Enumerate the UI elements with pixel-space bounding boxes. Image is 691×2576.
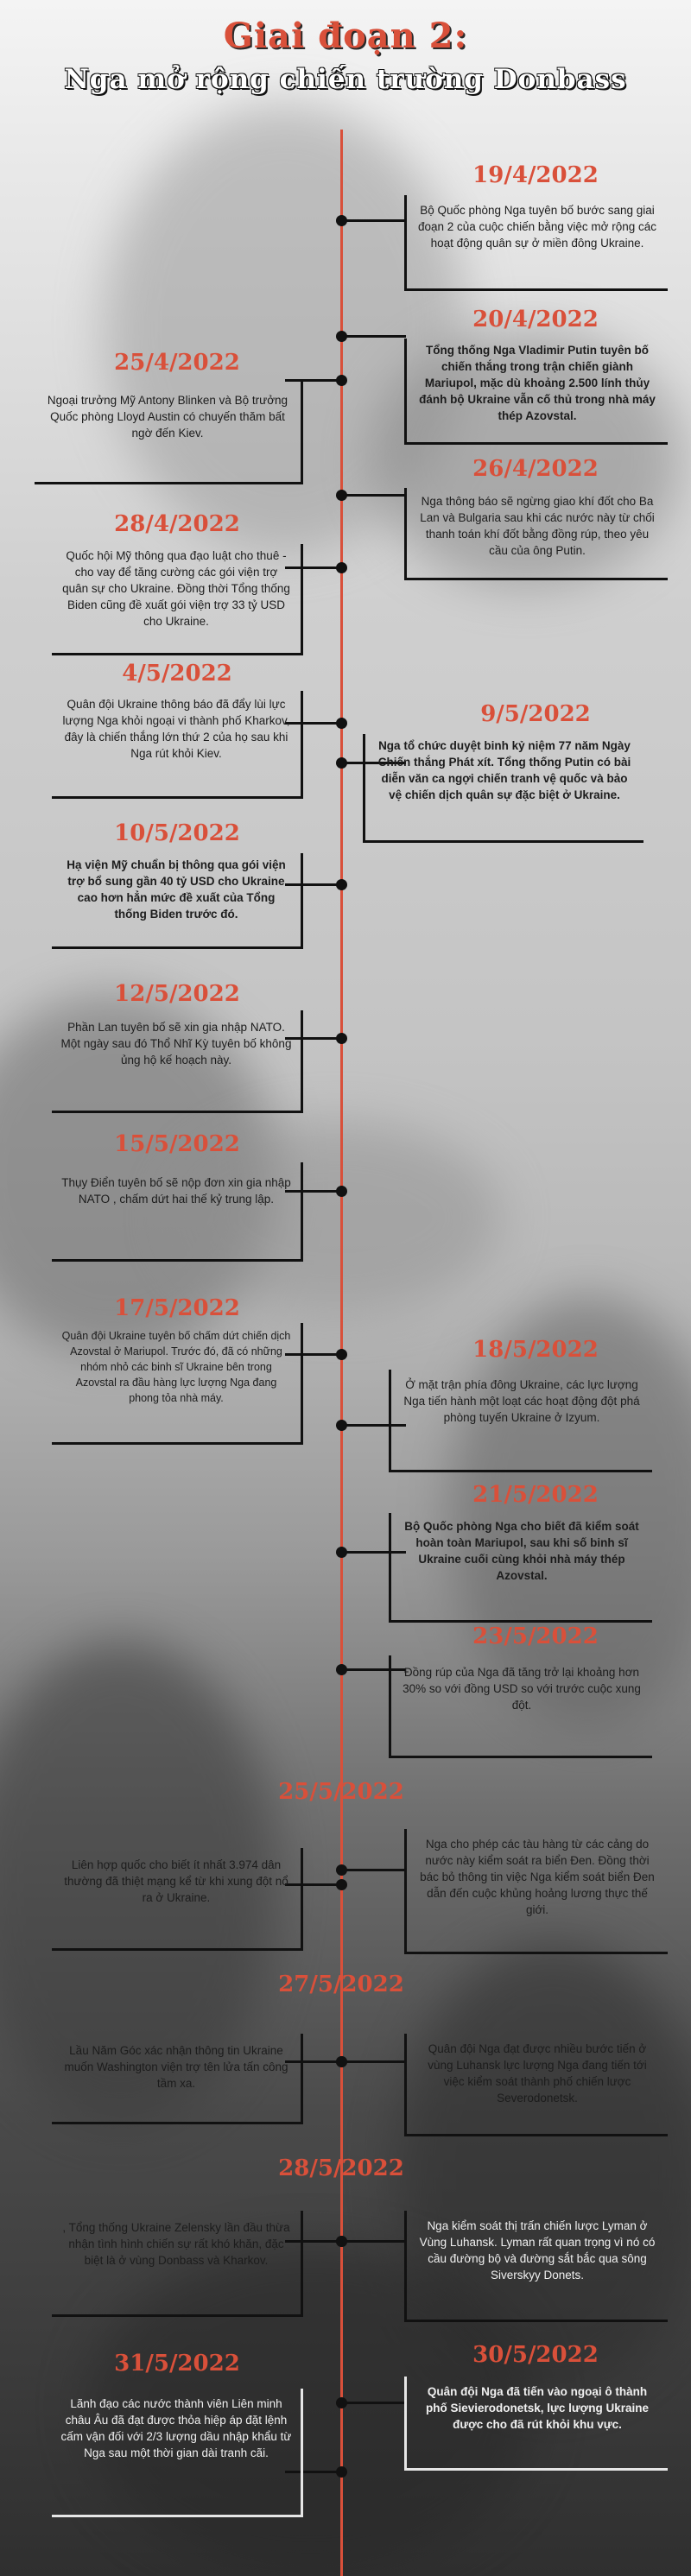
event-date: 21/5/2022 bbox=[472, 1482, 599, 1508]
event-date: 31/5/2022 bbox=[114, 2351, 240, 2377]
event-date: 15/5/2022 bbox=[114, 1131, 240, 1157]
event-date: 25/5/2022 bbox=[278, 1779, 404, 1805]
page-subtitle: Nga mở rộng chiến trường Donbass bbox=[64, 64, 627, 95]
event-text: Nga thông báo sẽ ngừng giao khí đốt cho Ba Lan và Bulgaria sau khi các nước này từ chối thanh toán khí đốt bằng đồng rúp, theo yêu cầu của ông Putin. bbox=[404, 488, 668, 580]
event-text: Quân đội Ukraine thông báo đã đẩy lùi lực lượng Nga khỏi ngoại vi thành phố Kharkov, đây là chiến thắng lớn thứ 2 của họ sau khi Nga rút khỏi Kiev. bbox=[52, 691, 303, 799]
event-date: 9/5/2022 bbox=[480, 701, 591, 727]
event-text: Quân đội Nga đã tiến vào ngoại ô thành phố Sievierodonetsk, lực lượng Ukraine được cho đã rút khỏi khu vực. bbox=[404, 2377, 668, 2471]
timeline-connector bbox=[346, 219, 406, 222]
event-text: Tổng thống Nga Vladimir Putin tuyên bố chiến thắng trong trận chiến giành Mariupol, mặc dù khoảng 2.500 lính thủy đánh bộ Ukraine vẫn cố thủ trong nhà máy thép Azovstal. bbox=[404, 339, 668, 445]
event-date: 18/5/2022 bbox=[472, 1337, 599, 1363]
timeline-connector bbox=[346, 335, 406, 338]
event-text: , Tổng thống Ukraine Zelensky lần đầu thừa nhận tình hình chiến sự rất khó khăn, đặc biệt là ở vùng Donbass và Kharkov. bbox=[52, 2211, 303, 2317]
event-text: Hạ viện Mỹ chuẩn bị thông qua gói viện trợ bổ sung gần 40 tỷ USD cho Ukraine cao hơn hẳn mức đề xuất của Tổng thống Biden trước đó. bbox=[52, 853, 303, 949]
timeline-connector bbox=[346, 2402, 406, 2404]
event-date: 26/4/2022 bbox=[472, 456, 599, 482]
event-date: 27/5/2022 bbox=[278, 1972, 404, 1997]
timeline-connector bbox=[346, 2060, 406, 2063]
event-date: 25/4/2022 bbox=[114, 350, 240, 376]
timeline-connector bbox=[346, 494, 406, 497]
event-text: Lãnh đạo các nước thành viên Liên minh châu Âu đã đạt được thỏa hiệp áp đặt lệnh cấm vận đối với 2/3 lượng dầu nhập khẩu từ Nga sau một thời gian dài tranh cãi. bbox=[52, 2389, 303, 2517]
event-date: 12/5/2022 bbox=[114, 981, 240, 1007]
event-text: Quân đội Ukraine tuyên bố chấm dứt chiến dịch Azovstal ở Mariupol. Trước đó, đã có những nhóm nhỏ các binh sĩ Ukraine bên trong Azovstal ra đầu hàng lực lượng Nga đang phong tỏa nhà máy. bbox=[52, 1323, 303, 1445]
event-date: 4/5/2022 bbox=[122, 661, 232, 687]
event-text: Quốc hội Mỹ thông qua đạo luật cho thuê - cho vay để tăng cường các gói viện trợ quân sự cho Ukraine. Đồng thời Tổng thống Biden cũng đề xuất gói viện trợ 33 tỷ USD cho Ukraine. bbox=[52, 544, 303, 655]
event-date: 28/4/2022 bbox=[114, 511, 240, 537]
event-text: Liên hợp quốc cho biết ít nhất 3.974 dân thường đã thiệt mạng kể từ khi xung đột nổ ra ở Ukraine. bbox=[52, 1848, 303, 1951]
event-text: Ở mặt trận phía đông Ukraine, các lực lượng Nga tiến hành một loạt các hoạt động đột phá phòng tuyến Ukraine ở Izyum. bbox=[389, 1370, 652, 1472]
event-date: 28/5/2022 bbox=[278, 2155, 404, 2181]
event-date: 30/5/2022 bbox=[472, 2342, 599, 2368]
event-date: 17/5/2022 bbox=[114, 1295, 240, 1321]
timeline-connector bbox=[346, 1869, 406, 1871]
event-date: 19/4/2022 bbox=[472, 162, 599, 188]
event-text: Đồng rúp của Nga đã tăng trở lại khoảng hơn 30% so với đồng USD so với trước cuộc xung đột. bbox=[389, 1655, 652, 1758]
event-text: Phần Lan tuyên bố sẽ xin gia nhập NATO. Một ngày sau đó Thổ Nhĩ Kỳ tuyên bố không ủng hộ kế hoạch này. bbox=[52, 1010, 303, 1113]
timeline-connector bbox=[346, 2240, 406, 2243]
event-text: Lầu Năm Góc xác nhận thông tin Ukraine muốn Washington viện trợ tên lửa tấn công tầm xa. bbox=[52, 2034, 303, 2124]
event-text: Thụy Điển tuyên bố sẽ nộp đơn xin gia nhập NATO , chấm dứt hai thế kỷ trung lập. bbox=[52, 1162, 303, 1262]
event-date: 10/5/2022 bbox=[114, 820, 240, 846]
event-text: Nga cho phép các tàu hàng từ các cảng do nước này kiểm soát ra biển Đen. Đồng thời bác bỏ thông tin việc Nga kiểm soát biển Đen dẫn đến cuộc khủng hoảng lương thực thế giới. bbox=[404, 1829, 668, 1954]
event-text: Bộ Quốc phòng Nga cho biết đã kiểm soát hoàn toàn Mariupol, sau khi số binh sĩ Ukraine cuối cùng khỏi nhà máy thép Azovstal. bbox=[389, 1513, 652, 1623]
event-text: Bộ Quốc phòng Nga tuyên bố bước sang giai đoạn 2 của cuộc chiến bằng việc mở rộng các hoạt động quân sự ở miền đông Ukraine. bbox=[404, 195, 668, 291]
event-text: Ngoại trưởng Mỹ Antony Blinken và Bộ trưởng Quốc phòng Lloyd Austin có chuyến thăm bất ngờ đến Kiev. bbox=[35, 380, 303, 484]
header bbox=[0, 0, 691, 121]
event-date: 20/4/2022 bbox=[472, 307, 599, 332]
event-text: Quân đội Nga đạt được nhiều bước tiến ở vùng Luhansk lực lượng Nga đang tiến tới việc kiểm soát thành phố chiến lược Severodonetsk. bbox=[404, 2034, 668, 2136]
page-title: Giai đoạn 2: bbox=[223, 16, 468, 56]
event-text: Nga tổ chức duyệt binh kỷ niệm 77 năm Ngày Chiến thắng Phát xít. Tổng thống Putin có bài diễn văn ca ngợi chiến tranh vệ quốc và bảo vệ chiến dịch quân sự đặc biệt ở Ukraine. bbox=[363, 734, 643, 843]
event-text: Nga kiểm soát thị trấn chiến lược Lyman ở Vùng Luhansk. Lyman rất quan trọng vì nó có cầu đường bộ và đường sắt bắc qua sông Siverskyy Donets. bbox=[404, 2211, 668, 2322]
event-date: 23/5/2022 bbox=[472, 1623, 599, 1649]
